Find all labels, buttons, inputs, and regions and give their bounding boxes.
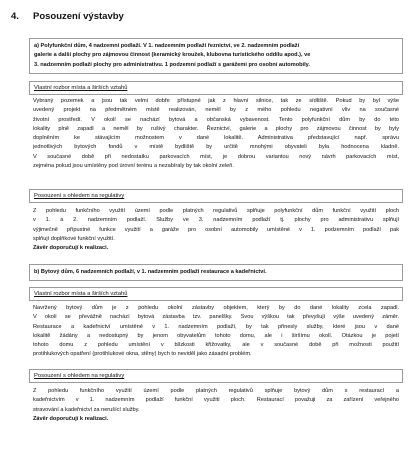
paragraph-line: tohoto domu z pohledu umístění v blízkosti křižovatky, ale v současné době při možnosti použití xyxy=(33,342,399,349)
paragraph-line: V okolí se převážně nachází bytová zástavba tzv. panelšky. Svou výškou tak převyšují výše uvedený záměr. xyxy=(33,314,399,321)
paragraph-line: Z pohledu funkčního využití území podle platných regulativů splňuje bytový dům s restaurací a xyxy=(33,388,399,394)
section-heading xyxy=(11,11,124,22)
paragraph-line: Vybraný pozemek a jsou tak velmi dobře přístupné jak z hlavní silnice, tak ze sídliště. Pokud by byl výše xyxy=(33,98,399,104)
paragraph-line: splňují doplňkové funkční využití. xyxy=(33,235,115,242)
part-a-subheading-regulations: Posouzení s ohledem na regulativy xyxy=(29,189,403,203)
paragraph-line: stravování a kadeřnictví za nerušící služby. xyxy=(33,406,140,413)
section-number: 4. xyxy=(11,11,19,22)
part-b-subheading-regulations: Posouzení s ohledem na regulativy xyxy=(29,369,403,383)
part-a-regulations-paragraph xyxy=(29,207,403,253)
part-b-heading-text: b) Bytový dům, 6 nadzemních podlaží, v 1. nadzemním podlaží restaurace a kadeřnictví. xyxy=(34,269,267,275)
paragraph-line: jednotlivých bytových fondů v místě bydliště by určitě mnohými obyvateli byla hodnocena kladně. xyxy=(33,144,399,151)
part-a-heading-line: 3. nadzemním podlaží plochy pro administrativu. 1 podzemní podlaží s garážemi pro osobní automobily. xyxy=(34,61,310,68)
part-a-conclusion: Závěr doporučují k realizaci. xyxy=(33,245,109,252)
part-b-subheading-analysis: Vlastní rozbor místa a širších vztahů xyxy=(29,287,403,301)
paragraph-line: výjimečně přípustné funkce využití a garáže pro osobní automobily umístěné v 1. podzemním podlaží pak xyxy=(33,226,399,233)
paragraph-line: V současné době při nedostatku parkovacích míst, je dobrou variantou nový návrh parkovacích míst, xyxy=(33,153,399,160)
section-title: Posouzení výstavby xyxy=(33,11,124,22)
part-a-heading xyxy=(29,38,403,74)
part-b-heading xyxy=(29,264,403,281)
paragraph-line: uvedený projekt na předmětném místě realizován, neměl by z mého pohledu negativní vliv na současné xyxy=(33,107,399,114)
paragraph-line: Z pohledu funkčního využití území podle platných regulativů splňuje polyfunkční dům funkční využití ploch xyxy=(33,208,399,214)
part-b-conclusion: Závěr doporučují k realizaci. xyxy=(33,415,109,422)
paragraph-line: Restaurace a kadeřnictví umístěné v 1. nadzemním podlaží, by tak přinesly služby, které jsou v dané xyxy=(33,323,399,330)
paragraph-line: protihlukových opatření (protihlukové okna, stěny) bych to neviděl jako zásadní problém. xyxy=(33,351,252,358)
paragraph-line: Navržený bytový dům je z pohledu okolní zástavby objektem, který by do dané lokality zcela zapadl. xyxy=(33,305,399,311)
part-a-analysis-paragraph xyxy=(29,97,403,171)
paragraph-line: lokality plně zapadl a neměl by rušivý charakter. Řeznictví, galerie a plochy pro zájmovou činnost by byly xyxy=(33,125,399,132)
paragraph-line: kadeřnictvím v 1. nadzemním podlaží funkční využití ploch. Restaurací považuji za zařízení veřejného xyxy=(33,397,399,404)
part-b-analysis-paragraph xyxy=(29,304,403,360)
paragraph-line: zejména pokud jsou umístěny pod úrovní terénu a nezabíraly by tak okolní zeleň. xyxy=(33,163,234,170)
part-a-heading-line: a) Polyfunkční dům, 4 nadzemní podlaží. V 1. nadzemním podlaží řeznictví, ve 2. nadzemním podlaží xyxy=(34,43,300,49)
part-b-regulations-paragraph xyxy=(29,387,403,424)
paragraph-line: lokalitě žádány a nedostupný by jenom obyvatelům tohoto domu, ale i širšímu okolí. Otázkou je pojetí xyxy=(33,332,399,339)
part-a-heading-line: galerie a další plochy pro zájmovou činnost (keramický kroužek, klubovna turistického oddílu apod.), ve xyxy=(34,52,311,59)
paragraph-line: v 1. a 2. nadzemním podlaží. Služby ve 3. nadzemním podlaží tj. plochy pro administrativu splňují xyxy=(33,217,399,224)
paragraph-line: doplněním ke stávajícím možnostem v dané lokalitě. Administrativa představující např. správu xyxy=(33,135,399,142)
paragraph-line: životní prostředí. V okolí se nachází bytová a občanská vybavenost. Tento polyfunkční dům by do této xyxy=(33,116,399,123)
part-a-subheading-analysis: Vlastní rozbor místa a širších vztahů xyxy=(29,81,403,95)
